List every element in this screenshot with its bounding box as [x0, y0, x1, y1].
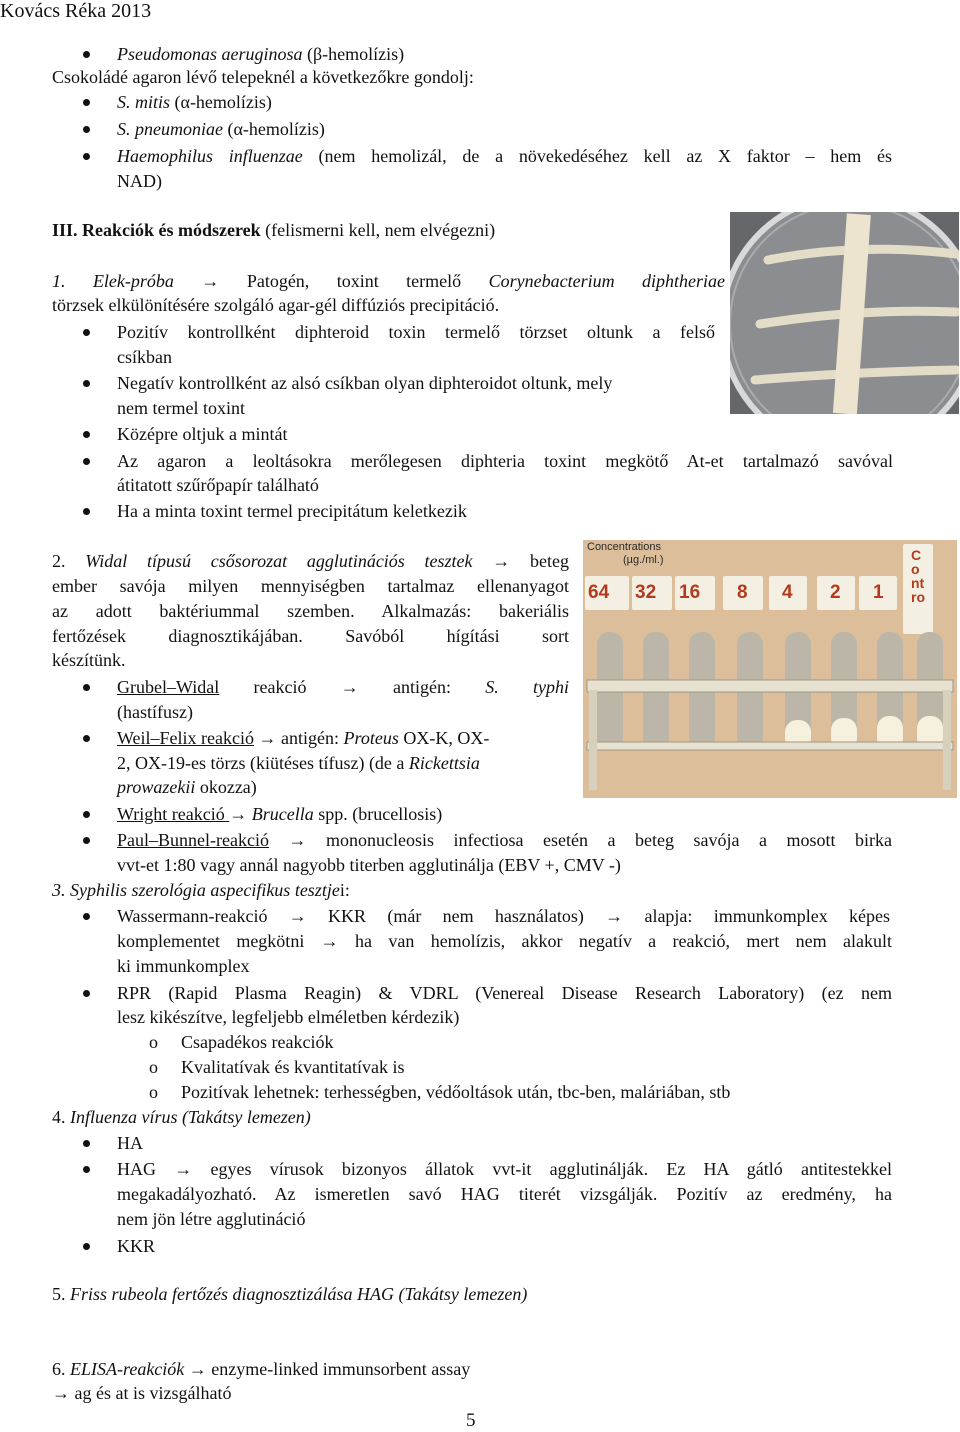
paragraph-line: nem jön létre agglutináció	[117, 1209, 306, 1229]
paragraph-line: NAD)	[117, 171, 162, 191]
paragraph-line: 6. ELISA-reakciók → enzyme-linked immunsorbent assay	[52, 1359, 471, 1379]
paragraph-line: átitatott szűrőpapír található	[117, 475, 319, 495]
sub-bullet-item: o Kvalitatívak és kvantitatívak is	[181, 1056, 404, 1078]
paragraph-line: vvt-et 1:80 vagy annál nagyobb titerben agglutinálja (EBV +, CMV -)	[117, 855, 621, 875]
bullet-item: Pozitív kontrollként diphteroid toxin termelő törzset oltunk a felső	[117, 322, 715, 342]
paragraph-line: megakadályozható. Az ismeretlen savó HAG titerét vizsgálják. Pozitív az eredmény, ha	[117, 1184, 892, 1204]
bullet-item: Pseudomonas aeruginosa (β-hemolízis)	[117, 44, 405, 64]
paragraph-line: az adott baktériummal szemben. Alkalmazás: bakeriális	[52, 601, 569, 621]
tube-label: 32	[635, 582, 657, 603]
units-label: (µg./ml.)	[623, 554, 664, 566]
paragraph-line: készítünk.	[52, 650, 126, 670]
tube-label: 64	[588, 582, 610, 603]
bullet-item: S. pneumoniae (α-hemolízis)	[117, 119, 325, 139]
paragraph-line: fertőzések diagnosztikájában. Savóból hígítási sort	[52, 626, 569, 646]
bullet-item: Ha a minta toxint termel precipitátum keletkezik	[117, 501, 467, 521]
bullet-item: Paul–Bunnel-reakció → mononucleosis infectiosa esetén a beteg savója a mosott birka	[117, 830, 892, 850]
paragraph-line: 1. Elek-próba → Patogén, toxint termelő Corynebacterium diphtheriae	[52, 271, 726, 291]
section-heading: III. Reakciók és módszerek (felismerni kell, nem elvégezni)	[52, 220, 496, 240]
paragraph-line: → ag és at is vizsgálható	[52, 1383, 232, 1403]
paragraph-line: törzsek elkülönítésére szolgáló agar-gél diffúziós precipitáció.	[52, 295, 500, 315]
sub-bullet-item: o Csapadékos reakciók	[181, 1031, 333, 1053]
paragraph-line: lesz kikészítve, legfeljebb elméletben kérdezik)	[117, 1007, 460, 1027]
tube-label: 8	[737, 582, 748, 603]
concentrations-label: Concentrations	[587, 541, 661, 553]
bullet-item: Negatív kontrollként az alsó csíkban olyan diphteroidot oltunk, mely	[117, 373, 613, 393]
bullet-item: HAG → egyes vírusok bizonyos állatok vvt-it agglutinálják. Ez HA gátló antitestekkel	[117, 1159, 892, 1179]
widal-tubes-image	[583, 540, 957, 798]
paragraph-line: 3. Syphilis szerológia aspecifikus tesztjei:	[52, 880, 350, 900]
petri-dish-photo	[730, 212, 959, 414]
petri-dish-image	[730, 212, 959, 414]
page-number: 5	[466, 1410, 476, 1431]
bullet-item: Wassermann-reakció → KKR (már nem használatos) → alapja: immunkomplex képes	[117, 906, 890, 926]
paragraph-line: ember savója milyen mennyiségben tartalmaz ellenanyagot	[52, 576, 569, 596]
sub-bullet-item: o Pozitívak lehetnek: terhességben, védőoltások után, tbc-ben, maláriában, stb	[181, 1081, 730, 1103]
bullet-item: Az agaron a leoltásokra merőlegesen diphteria toxint megkötő At-et tartalmazó savóval	[117, 451, 893, 471]
paragraph-line: 2. Widal típusú csősorozat agglutinációs tesztek → beteg	[52, 551, 570, 571]
paragraph-line: ki immunkomplex	[117, 956, 250, 976]
paragraph-line: 4. Influenza vírus (Takátsy lemezen)	[52, 1107, 311, 1127]
tube-label: 16	[679, 582, 701, 603]
paragraph-line: 2, OX-19-es törzs (kiütéses tífusz) (de a Rickettsia	[117, 753, 480, 773]
control-label: Contro	[911, 547, 925, 605]
paragraph-line: 5. Friss rubeola fertőzés diagnosztizálása HAG (Takátsy lemezen)	[52, 1284, 528, 1304]
tube-label: 1	[873, 582, 884, 603]
tube-label: 4	[782, 582, 793, 603]
bullet-item: Középre oltjuk a mintát	[117, 424, 288, 444]
bullet-item: S. mitis (α-hemolízis)	[117, 92, 272, 112]
bullet-item: Wright reakció → Brucella spp. (brucellosis)	[117, 804, 443, 824]
paragraph-line: nem termel toxint	[117, 398, 245, 418]
page-header: Kovács Réka 2013	[0, 0, 152, 22]
widal-tubes-photo	[583, 540, 957, 798]
paragraph-line: prowazekii okozza)	[117, 777, 257, 797]
paragraph-line: (hastífusz)	[117, 702, 193, 722]
bullet-item: RPR (Rapid Plasma Reagin) & VDRL (Venereal Disease Research Laboratory) (ez nem	[117, 983, 892, 1003]
bullet-item: Weil–Felix reakció → antigén: Proteus OX-K, OX-	[117, 728, 490, 748]
paragraph-line: csíkban	[117, 347, 172, 367]
paragraph-line: komplementet megkötni → ha van hemolízis, akkor negatív a reakció, mert nem alakult	[117, 931, 892, 951]
bullet-item: HA	[117, 1133, 143, 1153]
tube-label: 2	[830, 582, 841, 603]
bullet-item: KKR	[117, 1236, 156, 1256]
bullet-item: Grubel–Widal reakció → antigén: S. typhi	[117, 677, 569, 697]
paragraph-line: Csokoládé agaron lévő telepeknél a következőkre gondolj:	[52, 67, 474, 87]
bullet-item: Haemophilus influenzae (nem hemolizál, de a növekedéséhez kell az X faktor – hem és	[117, 146, 892, 166]
